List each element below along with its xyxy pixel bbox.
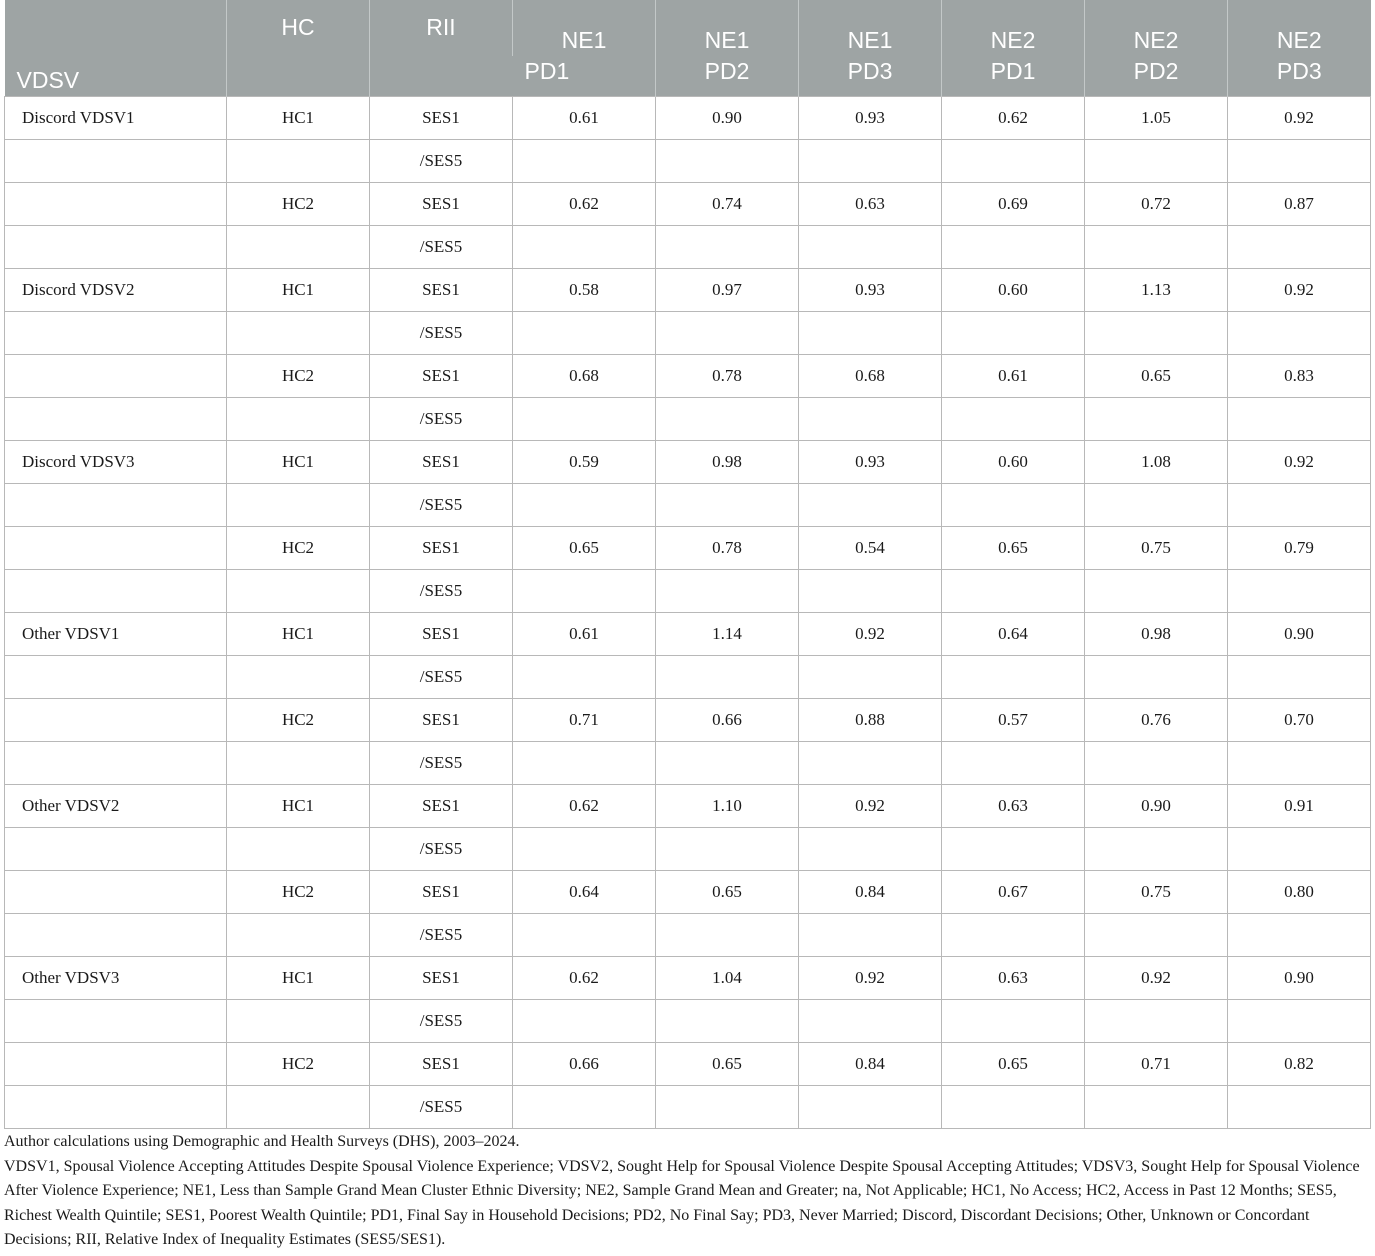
cell-value	[799, 1000, 942, 1043]
cell-value	[799, 656, 942, 699]
cell-rii: SES1	[370, 957, 513, 1000]
cell-value: 0.63	[942, 957, 1085, 1000]
cell-vdsv	[5, 183, 227, 226]
cell-vdsv	[5, 699, 227, 742]
cell-value	[1085, 656, 1228, 699]
cell-rii: SES1	[370, 785, 513, 828]
cell-hc: HC1	[227, 441, 370, 484]
table-row	[5, 570, 1371, 613]
table-row	[5, 355, 1371, 398]
cell-vdsv	[5, 484, 227, 527]
header-hc: HC	[227, 0, 370, 97]
header-top: NE1	[513, 0, 656, 56]
cell-value	[656, 656, 799, 699]
cell-value	[942, 398, 1085, 441]
notes-legend: VDSV1, Spousal Violence Accepting Attitudes Despite Spousal Violence Experience; VDSV2, Sought Help for Spousal Violence Despite Spousal Accepting Attitudes; VDSV3, Sought Help for Spousal Violence After Violence Experience; NE1, Less than Sample Grand Mean Cluster Ethnic Diversity; NE2, Sample Grand Mean and Greater; na, Not Applicable; HC1, No Access; HC2, Access in Past 12 Months; SES5, Richest Wealth Quintile; SES1, Poorest Wealth Quintile; PD1, Final Say in Household Decisions; PD2, No Final Say; PD3, Never Married; Discord, Discordant Decisions; Other, Unknown or Concordant Decisions; RII, Relative Index of Inequality Estimates (SES5/SES1).	[4, 1157, 1360, 1248]
cell-value	[1228, 140, 1371, 183]
cell-vdsv	[5, 140, 227, 183]
cell-value	[656, 484, 799, 527]
cell-value: 0.60	[942, 269, 1085, 312]
table-row	[5, 269, 1371, 312]
table-row	[5, 785, 1371, 828]
cell-value: 0.66	[656, 699, 799, 742]
cell-value: 0.98	[1085, 613, 1228, 656]
cell-value	[656, 1086, 799, 1129]
cell-value: 0.80	[1228, 871, 1371, 914]
cell-value	[942, 914, 1085, 957]
table-row	[5, 527, 1371, 570]
cell-hc: HC2	[227, 699, 370, 742]
cell-value: 1.08	[1085, 441, 1228, 484]
cell-hc: HC1	[227, 269, 370, 312]
cell-value	[656, 226, 799, 269]
cell-rii: SES1	[370, 269, 513, 312]
cell-hc	[227, 570, 370, 613]
cell-value	[942, 570, 1085, 613]
cell-value: 0.57	[942, 699, 1085, 742]
cell-value: 0.78	[656, 527, 799, 570]
cell-value: 0.64	[513, 871, 656, 914]
cell-value	[942, 742, 1085, 785]
cell-hc: HC2	[227, 183, 370, 226]
cell-value	[656, 398, 799, 441]
cell-value	[799, 914, 942, 957]
cell-vdsv	[5, 527, 227, 570]
cell-value	[1085, 398, 1228, 441]
header-top: NE1	[656, 0, 799, 56]
cell-value	[1228, 398, 1371, 441]
table-row	[5, 871, 1371, 914]
cell-value	[1085, 1000, 1228, 1043]
cell-hc: HC2	[227, 355, 370, 398]
cell-value: 0.82	[1228, 1043, 1371, 1086]
cell-vdsv: Other VDSV2	[5, 785, 227, 828]
cell-value: 1.14	[656, 613, 799, 656]
cell-value	[656, 570, 799, 613]
table-row	[5, 97, 1371, 140]
table-row	[5, 1000, 1371, 1043]
cell-hc: HC1	[227, 613, 370, 656]
table-row	[5, 140, 1371, 183]
cell-value: 0.62	[513, 957, 656, 1000]
cell-value	[799, 312, 942, 355]
table-row	[5, 1086, 1371, 1129]
header-top: NE2	[1085, 0, 1228, 56]
cell-value: 0.67	[942, 871, 1085, 914]
cell-value: 0.58	[513, 269, 656, 312]
table-row	[5, 484, 1371, 527]
data-table	[4, 0, 1371, 1129]
cell-value	[656, 742, 799, 785]
header-vdsv: VDSV	[5, 0, 227, 97]
cell-value: 1.04	[656, 957, 799, 1000]
header-top: NE2	[942, 0, 1085, 56]
cell-value: 0.65	[656, 871, 799, 914]
cell-value	[656, 140, 799, 183]
cell-value	[799, 742, 942, 785]
cell-hc	[227, 742, 370, 785]
cell-value: 0.59	[513, 441, 656, 484]
cell-value	[1085, 570, 1228, 613]
table-row	[5, 441, 1371, 484]
cell-value	[799, 484, 942, 527]
cell-value	[513, 1086, 656, 1129]
cell-vdsv	[5, 871, 227, 914]
cell-value: 0.88	[799, 699, 942, 742]
cell-rii: SES1	[370, 183, 513, 226]
table-row	[5, 613, 1371, 656]
cell-vdsv	[5, 828, 227, 871]
cell-rii: SES1	[370, 97, 513, 140]
cell-value	[513, 570, 656, 613]
cell-hc: HC1	[227, 785, 370, 828]
cell-value	[513, 828, 656, 871]
cell-value: 0.71	[513, 699, 656, 742]
cell-value	[1228, 484, 1371, 527]
cell-value: 0.90	[656, 97, 799, 140]
cell-value	[1085, 742, 1228, 785]
table-notes	[4, 1130, 1370, 1253]
cell-hc	[227, 1086, 370, 1129]
cell-hc	[227, 226, 370, 269]
cell-value	[799, 1086, 942, 1129]
cell-value	[1228, 226, 1371, 269]
cell-vdsv	[5, 1043, 227, 1086]
cell-value: 0.90	[1228, 613, 1371, 656]
cell-value	[942, 140, 1085, 183]
cell-value: 0.72	[1085, 183, 1228, 226]
cell-value: 0.92	[1228, 269, 1371, 312]
cell-rii: SES1	[370, 441, 513, 484]
cell-value	[1085, 828, 1228, 871]
cell-value	[1085, 1086, 1228, 1129]
cell-rii: /SES5	[370, 1000, 513, 1043]
cell-value	[656, 914, 799, 957]
cell-hc	[227, 1000, 370, 1043]
cell-value	[799, 226, 942, 269]
cell-value	[513, 656, 656, 699]
cell-value: 0.92	[799, 957, 942, 1000]
cell-value: 1.10	[656, 785, 799, 828]
cell-value	[1228, 742, 1371, 785]
cell-hc	[227, 914, 370, 957]
cell-value: 0.75	[1085, 527, 1228, 570]
cell-value	[656, 828, 799, 871]
cell-value: 0.84	[799, 1043, 942, 1086]
table-row	[5, 914, 1371, 957]
cell-value: 0.66	[513, 1043, 656, 1086]
cell-value	[1228, 1000, 1371, 1043]
cell-value: 0.90	[1085, 785, 1228, 828]
cell-value: 0.74	[656, 183, 799, 226]
cell-vdsv	[5, 312, 227, 355]
notes-source: Author calculations using Demographic and Health Surveys (DHS), 2003–2024.	[4, 1133, 520, 1150]
cell-value: 0.97	[656, 269, 799, 312]
cell-value: 0.62	[513, 785, 656, 828]
cell-value: 0.90	[1228, 957, 1371, 1000]
cell-hc	[227, 656, 370, 699]
cell-value: 0.65	[656, 1043, 799, 1086]
cell-value: 0.61	[942, 355, 1085, 398]
cell-value	[513, 1000, 656, 1043]
cell-value	[799, 570, 942, 613]
cell-rii: SES1	[370, 1043, 513, 1086]
cell-value: 0.98	[656, 441, 799, 484]
cell-vdsv: Other VDSV3	[5, 957, 227, 1000]
cell-rii: /SES5	[370, 570, 513, 613]
cell-vdsv: Other VDSV1	[5, 613, 227, 656]
header-rii: RII	[370, 0, 513, 97]
cell-value	[799, 140, 942, 183]
cell-value	[513, 742, 656, 785]
cell-value	[942, 1086, 1085, 1129]
cell-hc	[227, 828, 370, 871]
cell-value: 1.05	[1085, 97, 1228, 140]
header-bottom: PD3	[799, 56, 942, 97]
cell-value: 0.92	[1228, 441, 1371, 484]
table-row	[5, 312, 1371, 355]
cell-value: 0.84	[799, 871, 942, 914]
cell-hc	[227, 140, 370, 183]
cell-value	[799, 398, 942, 441]
cell-value: 0.65	[942, 1043, 1085, 1086]
cell-hc: HC2	[227, 527, 370, 570]
cell-value	[942, 656, 1085, 699]
cell-value	[942, 312, 1085, 355]
cell-value	[1085, 914, 1228, 957]
cell-vdsv	[5, 1000, 227, 1043]
cell-value: 0.65	[942, 527, 1085, 570]
header-bottom: PD1	[942, 56, 1085, 97]
cell-value: 0.68	[799, 355, 942, 398]
cell-value	[942, 484, 1085, 527]
cell-value: 0.61	[513, 613, 656, 656]
cell-value	[942, 1000, 1085, 1043]
cell-value	[513, 914, 656, 957]
cell-value	[1228, 312, 1371, 355]
cell-vdsv	[5, 914, 227, 957]
table-container	[4, 0, 1370, 1129]
cell-value: 0.91	[1228, 785, 1371, 828]
table-row	[5, 742, 1371, 785]
cell-rii: /SES5	[370, 226, 513, 269]
cell-rii: /SES5	[370, 140, 513, 183]
cell-value	[1228, 656, 1371, 699]
cell-value: 1.13	[1085, 269, 1228, 312]
table-header	[5, 0, 1371, 97]
cell-value	[1085, 140, 1228, 183]
cell-value	[1085, 312, 1228, 355]
table-row	[5, 699, 1371, 742]
cell-rii: /SES5	[370, 1086, 513, 1129]
cell-value: 0.92	[799, 613, 942, 656]
table-row	[5, 183, 1371, 226]
cell-value	[1228, 1086, 1371, 1129]
cell-value	[513, 398, 656, 441]
cell-value: 0.78	[656, 355, 799, 398]
cell-rii: /SES5	[370, 484, 513, 527]
cell-value	[513, 484, 656, 527]
cell-hc	[227, 398, 370, 441]
cell-value	[942, 226, 1085, 269]
table-row	[5, 398, 1371, 441]
cell-vdsv	[5, 570, 227, 613]
cell-vdsv	[5, 1086, 227, 1129]
cell-rii: /SES5	[370, 656, 513, 699]
cell-value	[1085, 226, 1228, 269]
table-row	[5, 656, 1371, 699]
cell-rii: SES1	[370, 527, 513, 570]
cell-value: 0.92	[799, 785, 942, 828]
cell-hc	[227, 312, 370, 355]
cell-value	[1228, 914, 1371, 957]
cell-hc: HC1	[227, 957, 370, 1000]
cell-value	[942, 828, 1085, 871]
cell-value: 0.54	[799, 527, 942, 570]
cell-value	[1085, 484, 1228, 527]
cell-value: 0.63	[799, 183, 942, 226]
cell-value: 0.75	[1085, 871, 1228, 914]
cell-rii: /SES5	[370, 742, 513, 785]
cell-vdsv	[5, 355, 227, 398]
cell-value: 0.60	[942, 441, 1085, 484]
cell-value: 0.71	[1085, 1043, 1228, 1086]
cell-value: 0.76	[1085, 699, 1228, 742]
cell-value: 0.62	[513, 183, 656, 226]
cell-value: 0.93	[799, 441, 942, 484]
cell-hc	[227, 484, 370, 527]
cell-vdsv: Discord VDSV1	[5, 97, 227, 140]
cell-value: 0.69	[942, 183, 1085, 226]
cell-rii: /SES5	[370, 914, 513, 957]
cell-vdsv	[5, 398, 227, 441]
cell-value: 0.70	[1228, 699, 1371, 742]
cell-value	[656, 312, 799, 355]
cell-value: 0.65	[513, 527, 656, 570]
table-row	[5, 1043, 1371, 1086]
cell-hc: HC2	[227, 1043, 370, 1086]
cell-vdsv	[5, 742, 227, 785]
header-bottom: PD2	[656, 56, 799, 97]
cell-rii: SES1	[370, 613, 513, 656]
cell-value: 0.93	[799, 97, 942, 140]
cell-value	[656, 1000, 799, 1043]
cell-value	[799, 828, 942, 871]
cell-rii: SES1	[370, 871, 513, 914]
header-bottom: PD2	[1085, 56, 1228, 97]
cell-rii: /SES5	[370, 828, 513, 871]
cell-vdsv	[5, 656, 227, 699]
cell-value	[513, 312, 656, 355]
cell-value: 0.79	[1228, 527, 1371, 570]
cell-hc: HC1	[227, 97, 370, 140]
cell-value: 0.92	[1228, 97, 1371, 140]
table-row	[5, 828, 1371, 871]
header-top: NE2	[1228, 0, 1371, 56]
cell-value	[513, 226, 656, 269]
cell-rii: /SES5	[370, 398, 513, 441]
cell-value: 0.87	[1228, 183, 1371, 226]
header-bottom: PD1	[513, 56, 656, 97]
cell-vdsv: Discord VDSV3	[5, 441, 227, 484]
cell-value: 0.65	[1085, 355, 1228, 398]
cell-rii: /SES5	[370, 312, 513, 355]
cell-value: 0.61	[513, 97, 656, 140]
cell-value	[1228, 828, 1371, 871]
cell-vdsv	[5, 226, 227, 269]
cell-value: 0.64	[942, 613, 1085, 656]
header-top: NE1	[799, 0, 942, 56]
cell-value	[513, 140, 656, 183]
cell-hc: HC2	[227, 871, 370, 914]
table-row	[5, 226, 1371, 269]
cell-value: 0.92	[1085, 957, 1228, 1000]
cell-value: 0.83	[1228, 355, 1371, 398]
cell-rii: SES1	[370, 699, 513, 742]
cell-value	[1228, 570, 1371, 613]
table-row	[5, 957, 1371, 1000]
cell-value: 0.68	[513, 355, 656, 398]
cell-vdsv: Discord VDSV2	[5, 269, 227, 312]
header-bottom: PD3	[1228, 56, 1371, 97]
table-body	[5, 97, 1371, 1129]
cell-rii: SES1	[370, 355, 513, 398]
cell-value: 0.93	[799, 269, 942, 312]
cell-value: 0.62	[942, 97, 1085, 140]
cell-value: 0.63	[942, 785, 1085, 828]
